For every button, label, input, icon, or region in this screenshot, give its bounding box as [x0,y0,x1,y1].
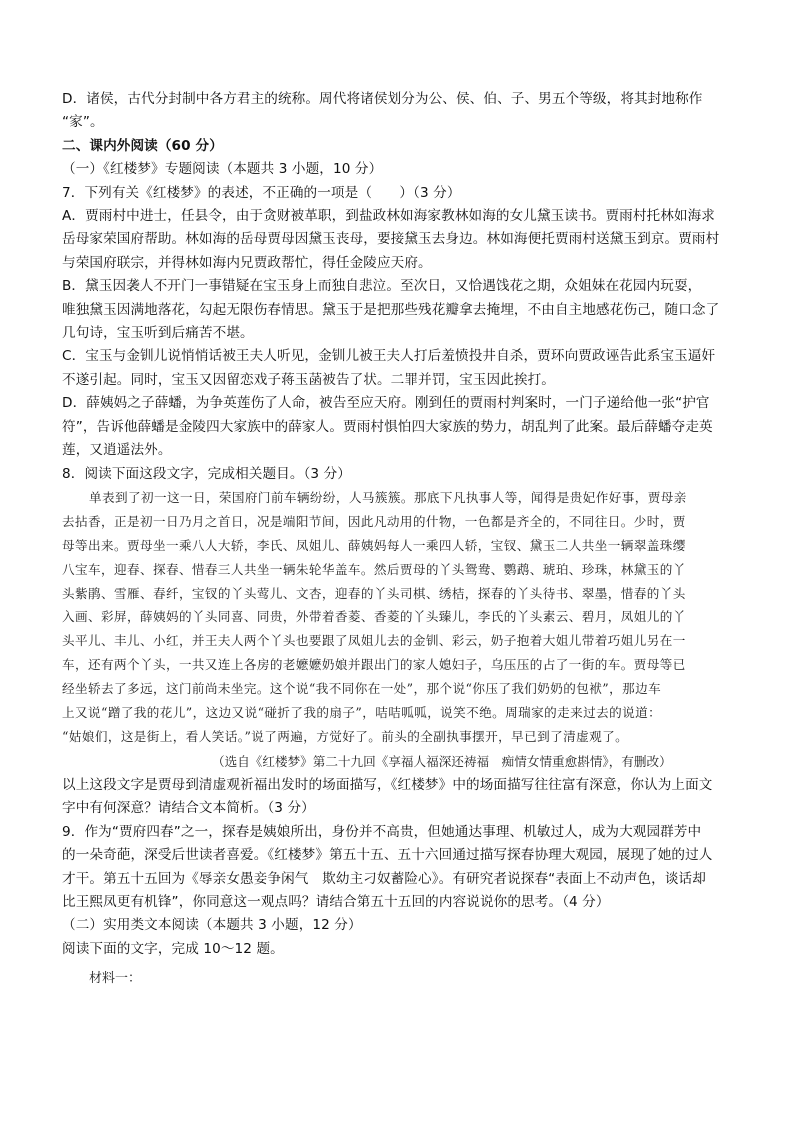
q8-question-line: 字中有何深意？请结合文本简析。（3 分） [62,800,315,817]
q7-option-a-line: A．贾雨村中进士，任县令，由于贪财被革职，到盐政林如海家教林如海的女儿黛玉读书。贾雨村托林如海求 [62,208,716,225]
q7-option-c-line: 不遂引起。同时，宝玉又因留恋戏子蒋玉菡被告了状。二罪并罚，宝玉因此挨打。 [62,371,555,388]
q7-stem: 7．下列有关《红楼梦》的表述，不正确的一项是（ ）（3 分） [62,184,461,201]
question-9 [62,821,742,915]
question-8 [62,463,742,821]
q8-excerpt [62,486,742,749]
q9-line: 比王熙凤更有机锋”，你同意这一观点吗？请结合第五十五回的内容说说你的思考。（4 分） [62,893,610,910]
excerpt-line: 母等出来。贾母坐一乘八人大轿，李氏、凤姐儿、薛姨妈每人一乘四人轿，宝钗、黛玉二人共坐一辆翠盖珠缨 [62,537,686,553]
excerpt-line: 去拈香，正是初一日乃月之首日，况是端阳节间，因此凡动用的什物，一色都是齐全的，不同往日。少时，贾 [62,513,686,529]
excerpt-line: 头紫鹃、雪雁、春纤，宝钗的丫头莺儿、文杏，迎春的丫头司棋、绣桔，探春的丫头待书、翠墨，惜春的丫头 [62,585,686,601]
option-d-line-1: D．诸侯，古代分封制中各方君主的统称。周代将诸侯划分为公、侯、伯、子、男五个等级，将其封地称作 [62,91,703,107]
subsection-title-1: （一）《红楼梦》专题阅读（本题共 3 小题，10 分） [62,161,383,178]
excerpt-line: 头平儿、丰儿、小红，并王夫人两个丫头也要跟了凤姐儿去的金钏、彩云，奶子抱着大姐儿带着巧姐儿另在一 [62,633,686,649]
subsection-title-2: （二）实用类文本阅读（本题共 3 小题，12 分） [62,917,362,934]
q7-option-d-line: 符”，告诉他薛蟠是金陵四大家族中的薛家人。贾雨村惧怕四大家族的势力，胡乱判了此案。最后薛蟠夺走英 [62,418,713,435]
section-title: 二、课内外阅读（60 分） [62,137,223,154]
exam-page [62,88,742,991]
q7-option-d-line: D．薛姨妈之子薛蟠，为争英莲伤了人命，被告至应天府。刚到任的贾雨村判案时，一门子递给他一张“护官 [62,395,710,412]
q9-line: 9．作为“贾府四春”之一，探春是姨娘所出，身份并不高贵，但她通达事理、机敏过人，成为大观园群芳中 [62,823,702,840]
q7-option-d-line: 莲，又逍遥法外。 [62,442,172,459]
q7-option-b-line: B．黛玉因袭人不开门一事错疑在宝玉身上而独自悲泣。至次日，又恰遇饯花之期，众姐妹在花园内玩耍， [62,278,702,295]
q7-option-a-line: 岳母家荣国府帮助。林如海的岳母贾母因黛玉丧母，要接黛玉去身边。林如海便托贾雨村送黛玉到京。贾雨村 [62,231,720,248]
excerpt-line: “姑娘们，这是街上，看人笑话。”说了两遍，方觉好了。前头的全副执事摆开，早已到了清虚观了。 [62,728,629,744]
q8-stem: 8．阅读下面这段文字，完成相关题目。（3 分） [62,465,351,482]
excerpt-line: 经坐轿去了多远，这门前尚未坐完。这个说“我不同你在一处”，那个说“你压了我们奶奶的包袱”，那边车 [62,681,662,697]
q7-option-b-line: 几句诗，宝玉听到后痛苦不堪。 [62,325,254,342]
reading-instruction: 阅读下面的文字，完成 10～12 题。 [62,940,284,957]
q9-line: 才干。第五十五回为《辱亲女愚妾争闲气 欺幼主刁奴蓄险心》。有研究者说探春“表面上不动声色，谈话却 [62,870,706,887]
excerpt-line: 单表到了初一这一日，荣国府门前车辆纷纷，人马簇簇。那底下凡执事人等，闻得是贵妃作好事，贾母亲 [89,489,687,505]
excerpt-line: 八宝车，迎春、探春、惜春三人共坐一辆朱轮华盖车。然后贾母的丫头鸳鸯、鹦鹉、琥珀、珍珠，林黛玉的丫 [62,561,686,577]
q7-option-b-line: 唯独黛玉因满地落花，勾起无限伤春情思。黛玉于是把那些残花瓣拿去掩埋，不由自主地感花伤己，随口念了 [62,301,720,318]
excerpt-line: 上又说“蹭了我的花儿”，这边又说“碰折了我的扇子”，咭咭呱呱，说笑不绝。周瑞家的走来过去的说道： [62,705,662,721]
q8-question-line: 以上这段文字是贾母到清虚观祈福出发时的场面描写，《红楼梦》中的场面描写往往富有深意，你认为上面文 [62,776,713,793]
question-7 [62,182,742,463]
excerpt-line: 入画、彩屏，薛姨妈的丫头同喜、同贵，外带着香菱、香菱的丫头臻儿，李氏的丫头素云、碧月，凤姐儿的丫 [62,609,686,625]
q7-option-c-line: C．宝玉与金钏儿说悄悄话被王夫人听见，金钏儿被王夫人打后羞愤投井自杀，贾环向贾政诬告此系宝玉逼奸 [62,348,716,365]
option-d-line-2: “家”。 [62,114,104,131]
q7-option-a-line: 与荣国府联宗，并得林如海内兄贾政帮忙，得任金陵应天府。 [62,254,432,271]
excerpt-line: 车，还有两个丫头，一共又连上各房的老嬷嬷奶娘并跟出门的家人媳妇子，乌压压的占了一街的车。贾母等已 [62,657,686,673]
excerpt-source: （选自《红楼梦》第二十九回《享福人福深还祷福 痴情女情重愈斟情》，有删改） [212,753,672,769]
q9-line: 的一朵奇葩，深受后世读者喜爱。《红楼梦》第五十五、五十六回通过描写探春协理大观园，展现了她的过人 [62,847,713,864]
material-one-label: 材料一： [89,971,142,987]
